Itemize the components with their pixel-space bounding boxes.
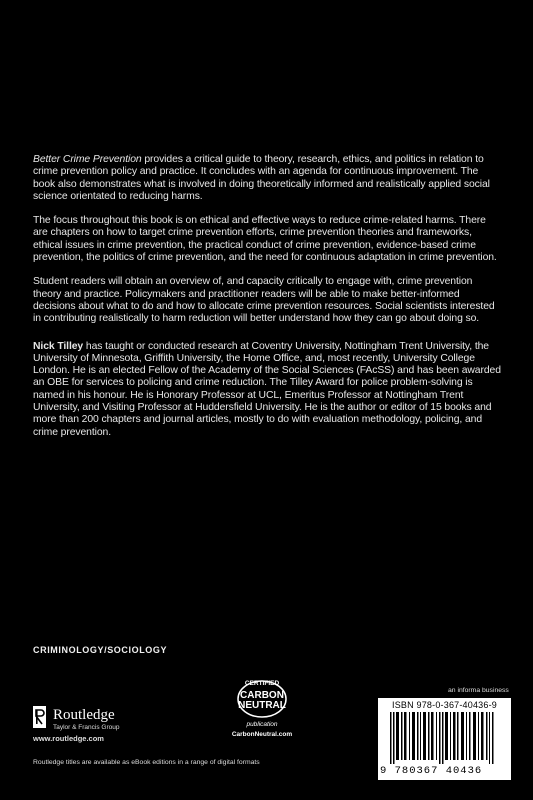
carbon-neutral-logo (226, 675, 298, 721)
barcode-digits: 9 780367 40436 (380, 765, 483, 777)
author-bio-text: has taught or conducted research at Coventry University, Nottingham Trent University, the University of Minnesota, Griffith University, the Home Office, and, most recently, University College London. He is an elected Fellow of the Academy of the Social Sciences (FAcSS) and has been awarded an OBE for services to policing and crime reduction. The Tilley Award for police problem-solving is named in his honour. He is Honorary Professor at UCL, Emeritus Professor at Nottingham Trent University, and Visiting Professor at Huddersfield University. He is the author or editor of 15 books and more than 200 chapters and journal articles, mostly to do with evaluation methodology, policing, and crime prevention. (33, 340, 501, 438)
ebook-footer: Routledge titles are available as eBook editions in a range of digital formats (33, 759, 260, 766)
blurb-paragraph-1 (33, 154, 501, 203)
back-cover-blurb (33, 154, 501, 451)
subject-category: CRIMINOLOGY/SOCIOLOGY (33, 645, 168, 655)
carbon-line2: NEUTRAL (238, 700, 286, 711)
blurb-paragraph-2: The focus throughout this book is on ethical and effective ways to reduce crime-related harms. There are chapters on how to target crime prevention efforts, crime prevention theories and frameworks, ethical issues in crime prevention, the practical conduct of crime prevention, evidence-based crime prevention, the politics of crime prevention, and the need for continuous adaptation in crime prevention. (33, 215, 497, 264)
informa-label: an informa business (448, 687, 509, 694)
blurb-paragraph-3: Student readers will obtain an overview of, and capacity critically to engage with, crime prevention theory and practice. Policymakers and practitioner readers will be able to make better-informed decisions about what to do and how to allocate crime prevention resources. Social scientists interested in contributing realistically to harm reduction will better understand how they can go about doing so. (33, 276, 495, 325)
barcode-icon (390, 712, 500, 764)
isbn-text: ISBN 978-0-367-40436-9 (392, 700, 497, 710)
carbon-certified-text: CERTIFIED (244, 680, 280, 687)
publisher-url: www.routledge.com (33, 734, 104, 743)
publisher-group: Taylor & Francis Group (53, 724, 120, 731)
publisher-name: Routledge (53, 707, 115, 723)
book-title: Better Crime Prevention (33, 154, 142, 165)
blurb-text: provides a critical guide to theory, research, ethics, and politics in relation to crime prevention policy and practice. It concludes with an agenda for continuous improvement. The book also demonstrates what is involved in doing theoretically informed and realistically applied social science orientated to reducing harms. (33, 154, 490, 202)
routledge-logo (33, 706, 203, 746)
carbon-publication-label: publication (246, 721, 278, 728)
carbon-line1: CARBON (240, 690, 284, 701)
carbon-url: CarbonNeutral.com (231, 731, 293, 738)
carbon-neutral-badge (226, 675, 298, 755)
author-bio (33, 341, 501, 439)
author-name: Nick Tilley (33, 340, 84, 352)
isbn-barcode (378, 698, 511, 780)
